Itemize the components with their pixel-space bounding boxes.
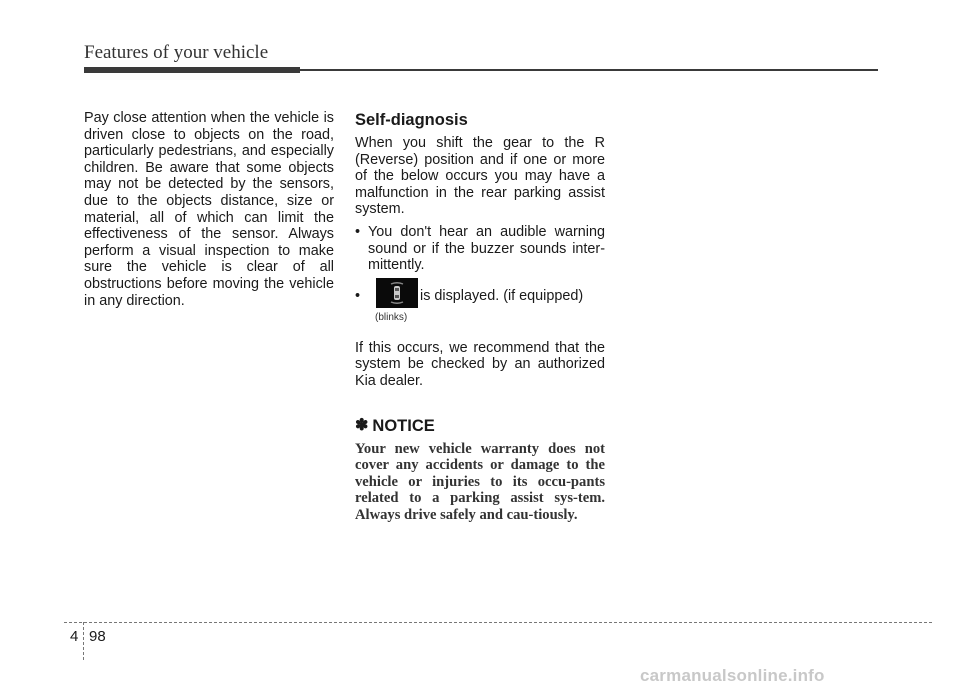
bullet-dot: • xyxy=(355,287,361,304)
header-rule-thick xyxy=(84,67,300,73)
notice-star-icon: ✽ xyxy=(355,416,369,434)
self-diagnosis-title: Self-diagnosis xyxy=(355,111,468,129)
footer-rule xyxy=(64,622,932,623)
footer-divider xyxy=(83,622,84,660)
parking-sensor-icon xyxy=(376,278,418,308)
self-diagnosis-intro: When you shift the gear to the R (Reverse) position and if one or more of the below occurs you may have a malfunction in the rear parking assist system. xyxy=(355,135,605,218)
notice-heading xyxy=(355,416,605,436)
page-number: 98 xyxy=(89,628,106,645)
icon-caption: (blinks) xyxy=(375,311,408,323)
bullet-item-buzzer xyxy=(355,224,605,274)
right-column xyxy=(355,110,605,524)
watermark: carmanualsonline.info xyxy=(640,666,825,685)
bullet-item-indicator xyxy=(355,288,605,332)
chapter-number: 4 xyxy=(70,628,79,645)
header-rule-thin xyxy=(300,69,878,71)
section-title: Features of your vehicle xyxy=(84,42,269,63)
left-column-text: Pay close attention when the vehicle is driven close to objects on the road, particularly pedestrians, and especially children. Be aware that some objects may not be detected by the sensors, due to the objects distance, size or material, all of which can limit the effectiveness of the sensor. Always perform a visual inspection to make sure the vehicle is clear of all obstructions before moving the vehicle in any direction. xyxy=(84,110,334,309)
diagnosis-bullet-list xyxy=(355,224,605,332)
notice-title: NOTICE xyxy=(372,416,435,435)
bullet-dot: • xyxy=(355,223,361,240)
notice-text: Your new vehicle warranty does not cover any accidents or damage to the vehicle or injuries to its occu-pants related to a parking assist sys-tem. Always drive safely and cau-tiously. xyxy=(355,440,605,523)
recommendation-text: If this occurs, we recommend that the system be checked by an authorized Kia dealer. xyxy=(355,339,605,389)
bullet-text: You don't hear an audible warning sound or if the buzzer sounds inter-mittently. xyxy=(368,223,605,274)
bullet-text: is displayed. (if equipped) xyxy=(420,287,584,304)
